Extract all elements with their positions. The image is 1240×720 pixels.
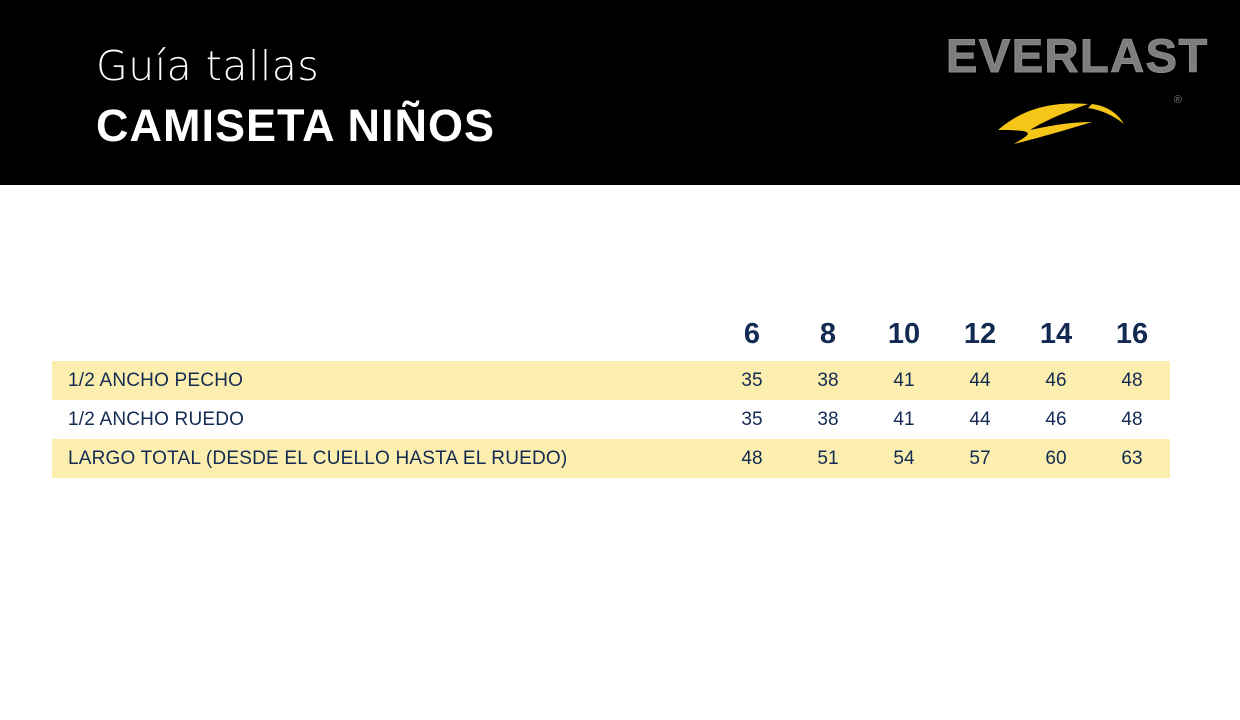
measurement-value: 48 — [1094, 361, 1170, 400]
brand-logo — [946, 22, 1209, 150]
measurement-value: 60 — [1018, 439, 1094, 478]
brand-wordmark: EVERLAST — [946, 29, 1209, 82]
measurement-value: 35 — [714, 400, 790, 439]
measurement-value: 44 — [942, 400, 1018, 439]
table-row — [52, 439, 1170, 478]
size-table — [52, 318, 1170, 478]
size-table-container — [52, 318, 1170, 478]
size-header-6: 6 — [743, 318, 761, 350]
measurement-value: 38 — [790, 400, 866, 439]
header-banner — [0, 0, 1240, 185]
size-header-16: 16 — [1115, 318, 1149, 350]
registered-trademark-icon: ® — [1173, 94, 1182, 106]
size-header-12: 12 — [963, 318, 997, 350]
measurement-label: 1/2 ANCHO RUEDO — [52, 400, 714, 439]
everlast-wing-icon — [996, 100, 1126, 146]
size-header-14: 14 — [1039, 318, 1073, 350]
measurement-value: 41 — [866, 361, 942, 400]
table-row — [52, 400, 1170, 439]
measurement-value: 46 — [1018, 400, 1094, 439]
page-subtitle: Guía tallas — [96, 42, 320, 90]
measurement-value: 44 — [942, 361, 1018, 400]
measurement-value: 46 — [1018, 361, 1094, 400]
table-header-row — [52, 318, 1170, 361]
measurement-value: 38 — [790, 361, 866, 400]
table-row — [52, 361, 1170, 400]
measurement-value: 63 — [1094, 439, 1170, 478]
size-header-8: 8 — [819, 318, 837, 350]
size-header-10: 10 — [887, 318, 921, 350]
measurement-value: 48 — [714, 439, 790, 478]
table-corner-cell — [52, 318, 714, 361]
measurement-value: 48 — [1094, 400, 1170, 439]
measurement-value: 35 — [714, 361, 790, 400]
measurement-value: 57 — [942, 439, 1018, 478]
measurement-value: 54 — [866, 439, 942, 478]
page-title: CAMISETA NIÑOS — [96, 100, 496, 151]
measurement-label: LARGO TOTAL (DESDE EL CUELLO HASTA EL RUEDO) — [52, 439, 714, 478]
measurement-value: 51 — [790, 439, 866, 478]
measurement-value: 41 — [866, 400, 942, 439]
measurement-label: 1/2 ANCHO PECHO — [52, 361, 714, 400]
header-titles — [96, 42, 496, 151]
